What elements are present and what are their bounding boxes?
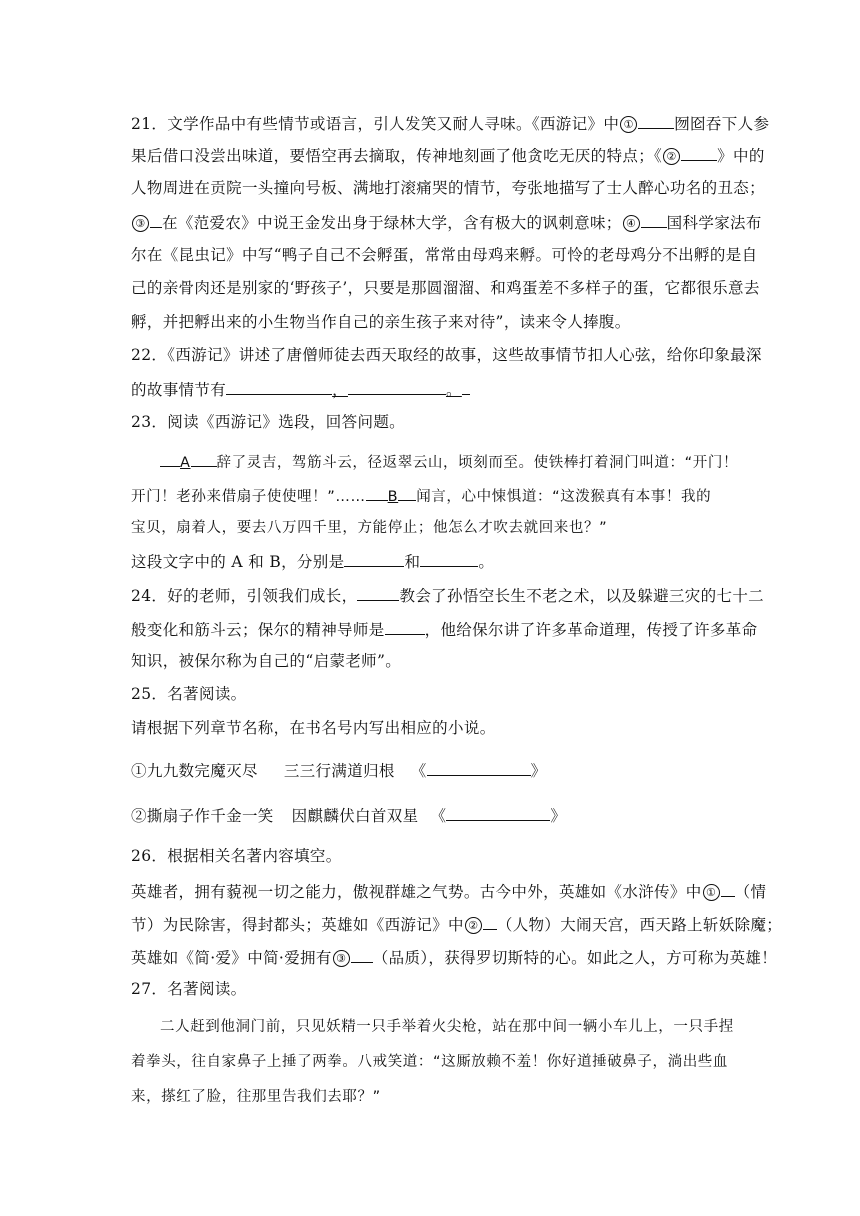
q23-ask-text: 这段文字中的 A 和 B，分别是 [131, 553, 345, 571]
q26-text: （人物）大闹天宫，西天路上斩妖除魔； [496, 916, 783, 934]
q26-text: （情 [734, 883, 767, 901]
q26-text: （品质），获得罗切斯特的心。如此之人，方可称为英雄！ [372, 949, 778, 967]
answer-blank[interactable] [420, 550, 478, 567]
book-bracket-close: 》 [550, 807, 567, 825]
q26-line-2 [131, 913, 782, 935]
blank-marker-3: ③ [333, 950, 350, 967]
answer-blank[interactable] [681, 144, 717, 161]
chapter-name: ②撕扇子作千金一笑 [131, 807, 274, 825]
chapter-name: 三三行满道归根 [283, 762, 395, 780]
blank-label-b: B [387, 489, 399, 505]
answer-blank[interactable] [226, 378, 332, 395]
blank-marker-3: ③ [132, 215, 149, 232]
q26-text: 节）为民除害，得封都头；英雄如《西游记》中 [131, 916, 464, 934]
blank-label-a: A [180, 455, 191, 471]
q26-line-1 [131, 880, 766, 902]
q25-row-2 [131, 805, 566, 826]
chapter-name: ①九九数完魔灭尽 [131, 762, 258, 780]
chapter-name: 因麒麟伏白首双星 [291, 807, 419, 825]
book-bracket-open: 《 [430, 807, 447, 825]
answer-blank[interactable] [357, 584, 399, 601]
q22-separator: ， [332, 381, 348, 399]
blank-marker-1: ① [703, 884, 720, 901]
blank-marker-1: ① [620, 116, 637, 133]
q23-ask-text: 和 [404, 553, 421, 571]
q27-para-line-3: 来，搽红了脸，往那里告我们去耶？” [131, 1089, 381, 1105]
q23-quote-line-3: 宝贝，扇着人，要去八万四千里，方能停止；他怎么才吹去就回来也？” [131, 520, 608, 536]
answer-blank[interactable] [641, 211, 667, 228]
blank-lead [366, 484, 388, 501]
answer-blank[interactable] [483, 913, 497, 930]
q21-text: 国科学家法布 [666, 214, 762, 232]
answer-blank[interactable] [344, 550, 404, 567]
q24-line-2 [131, 618, 757, 640]
q22-line-1: 22．《西游记》讲述了唐僧师徒去西天取经的故事，这些故事情节扣人心弦，给你印象最深 [131, 346, 762, 364]
q27-para-line-1: 二人赶到他洞门前，只见妖精一只手举着火尖枪，站在那中间一辆小车儿上，一只手捏 [160, 1019, 734, 1035]
q21-text: 在《范爱农》中说王金发出身于绿林大学，含有极大的讽刺意味； [162, 214, 622, 232]
quote-text: 闻言，心中悚惧道：“这泼猴真有本事！我的 [416, 489, 712, 505]
blank-marker-4: ④ [623, 215, 640, 232]
blank-trail [398, 484, 416, 501]
q21-text: 21．文学作品中有些情节或语言，引人发笑又耐人寻味。《西游记》中 [131, 115, 620, 133]
q21-line-5: 尔在《昆虫记》中写“鸭子自己不会孵蛋，常常由母鸡来孵。可怜的老母鸡分不出孵的是自 [131, 246, 758, 264]
q24-text: ，他给保尔讲了许多革命道理，传授了许多革命 [424, 621, 758, 639]
quote-text: 开门！老孙来借扇子使使哩！”…… [131, 489, 366, 505]
q25-title: 25．名著阅读。 [131, 685, 247, 703]
q21-text: 囫囵吞下人参 [674, 115, 770, 133]
q21-text: 果后借口没尝出味道，要悟空再去摘取，传神地刻画了他贪吃无厌的特点；《 [131, 147, 663, 165]
q22-line-2 [131, 378, 470, 400]
blank-marker-2: ② [663, 148, 680, 165]
q22-text: 的故事情节有 [131, 381, 227, 399]
q23-ask-text: 。 [478, 553, 495, 571]
book-title-blank[interactable] [446, 805, 550, 821]
q21-line-7: 孵，并把孵出来的小生物当作自己的亲生孩子来对待”，读来令人捧腹。 [131, 313, 631, 331]
book-bracket-open: 《 [410, 762, 427, 780]
blank-trail [191, 450, 217, 467]
q27-title: 27．名著阅读。 [131, 980, 247, 998]
q21-text: 》中的 [717, 147, 765, 165]
q26-text: 英雄如《简·爱》中简·爱拥有 [131, 949, 332, 967]
q26-line-3 [131, 946, 777, 968]
q24-line-3: 知识，被保尔称为自己的“启蒙老师”。 [131, 652, 402, 670]
q24-text: 24．好的老师，引领我们成长， [131, 587, 358, 605]
q26-title: 26．根据相关名著内容填空。 [131, 847, 342, 865]
q25-intro: 请根据下列章节名称，在书名号内写出相应的小说。 [131, 719, 496, 737]
answer-blank[interactable] [385, 618, 425, 635]
q21-line-2 [131, 144, 765, 166]
blank-marker-2: ② [465, 917, 482, 934]
q27-para-line-2: 着拳头，往自家鼻子上捶了两拳。八戒笑道：“这厮放赖不羞！你好道捶破鼻子，淌出些血 [131, 1054, 729, 1070]
answer-blank[interactable] [348, 378, 446, 395]
answer-blank[interactable] [638, 112, 674, 129]
q26-text: 英雄者，拥有藐视一切之能力，傲视群雄之气势。古今中外，英雄如《水浒传》中 [131, 883, 702, 901]
q23-ask [131, 550, 494, 572]
q23-quote-line-2 [131, 484, 711, 507]
answer-blank-tail [462, 378, 470, 395]
blank-lead [160, 450, 180, 467]
q25-row-1 [131, 760, 546, 781]
q21-line-1 [131, 112, 769, 134]
q24-text: 教会了孙悟空长生不老之术，以及躲避三灾的七十二 [399, 587, 765, 605]
q24-line-1 [131, 584, 764, 606]
answer-blank[interactable] [351, 946, 373, 963]
answer-blank[interactable] [721, 880, 735, 897]
quote-text: 辞了灵吉，驾筋斗云，径返翠云山，顷刻而至。使铁棒打着洞门叫道：“开门！ [216, 455, 739, 471]
q22-end: 。 [445, 381, 462, 399]
q24-text: 般变化和筋斗云；保尔的精神导师是 [131, 621, 385, 639]
book-bracket-close: 》 [530, 762, 547, 780]
q23-title: 23．阅读《西游记》选段，回答问题。 [131, 413, 406, 431]
q21-line-4 [131, 211, 762, 233]
q21-line-6: 己的亲骨肉还是别家的‘野孩子’，只要是那圆溜溜、和鸡蛋差不多样子的蛋，它都很乐意去 [131, 279, 760, 297]
book-title-blank[interactable] [427, 760, 531, 776]
q23-quote-line-1 [160, 450, 738, 473]
answer-blank[interactable] [150, 211, 162, 228]
q21-line-3: 人物周进在贡院一头撞向号板、满地打滚痛哭的情节，夸张地描写了士人醉心功名的丑态； [131, 179, 766, 197]
